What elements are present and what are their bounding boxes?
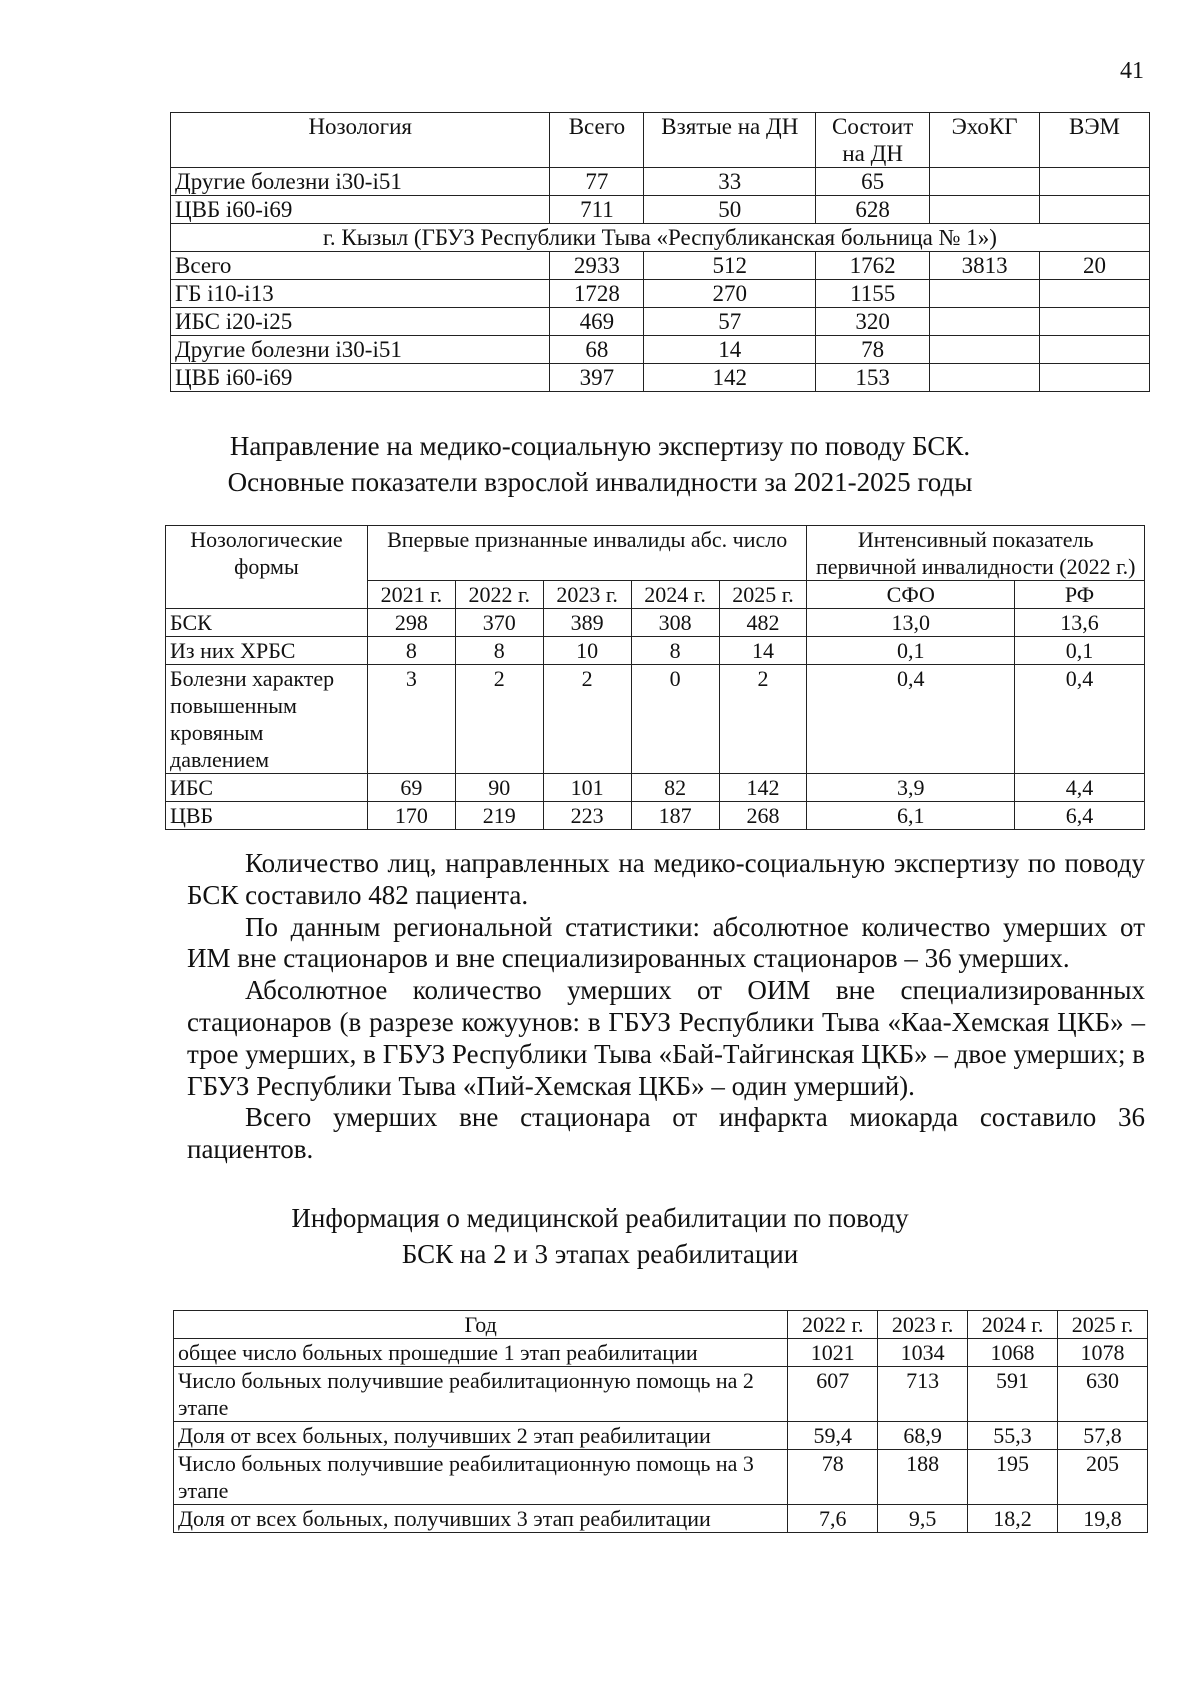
cell-value: 19,8	[1058, 1505, 1148, 1533]
cell-echo	[930, 364, 1040, 392]
cell-value: 59,4	[788, 1422, 878, 1450]
header-taken: Взятые на ДН	[644, 113, 816, 168]
paragraph: Количество лиц, направленных на медико-социальную экспертизу по поводу БСК составило 482 пациента.	[187, 848, 1145, 910]
table-row	[174, 1422, 1148, 1450]
table-row	[166, 774, 1145, 802]
cell-value: 2	[543, 665, 631, 774]
cell-label: Доля от всех больных, получивших 2 этап реабилитации	[174, 1422, 788, 1450]
cell-name: Другие болезни i30-i51	[171, 336, 550, 364]
cell-value: 2	[455, 665, 543, 774]
table-row	[166, 802, 1145, 830]
cell-value: 187	[631, 802, 719, 830]
header-year: 2024 г.	[968, 1311, 1058, 1339]
cell-taken: 50	[644, 196, 816, 224]
table-row	[174, 1367, 1148, 1422]
header-region: РФ	[1015, 581, 1145, 609]
header-total: Всего	[550, 113, 644, 168]
cell-sfo: 13,0	[807, 609, 1015, 637]
header-first-disabled: Впервые признанные инвалиды абс. число	[367, 526, 807, 581]
cell-name: Всего	[171, 252, 550, 280]
cell-value: 308	[631, 609, 719, 637]
cell-value: 18,2	[968, 1505, 1058, 1533]
cell-name: БСК	[166, 609, 368, 637]
cell-name: Болезни характер повышенным кровяным давлением	[166, 665, 368, 774]
cell-echo	[930, 196, 1040, 224]
cell-name: Из них ХРБС	[166, 637, 368, 665]
paragraph: По данным региональной статистики: абсолютное количество умерших от ИМ вне стационаров и вне специализированных стационаров – 36 умерших.	[187, 911, 1145, 974]
cell-value: 142	[719, 774, 807, 802]
cell-name: ЦВБ	[166, 802, 368, 830]
dispensary-table	[170, 112, 1150, 392]
cell-value: 195	[968, 1450, 1058, 1505]
table-header-row	[166, 526, 1145, 581]
cell-taken: 33	[644, 168, 816, 196]
page-number: 41	[1120, 58, 1144, 84]
cell-echo	[930, 336, 1040, 364]
cell-vem	[1040, 280, 1150, 308]
cell-value: 57,8	[1058, 1422, 1148, 1450]
table-header-row	[171, 113, 1150, 168]
cell-total: 469	[550, 308, 644, 336]
table-section-row	[171, 224, 1150, 252]
cell-sfo: 3,9	[807, 774, 1015, 802]
cell-echo	[930, 308, 1040, 336]
header-nosology: Нозология	[171, 113, 550, 168]
heading-line: Основные показатели взрослой инвалидности за 2021-2025 годы	[227, 467, 973, 497]
cell-value: 713	[878, 1367, 968, 1422]
paragraph: Абсолютное количество умерших от ОИМ вне специализированных стационаров (в разрезе кожуунов: в ГБУЗ Республики Тыва «Каа-Хемская ЦКБ» – трое умерших, в ГБУЗ Республики Тыва «Бай-Тайгинская ЦКБ» – двое умерших; в ГБУЗ Республики Тыва «Пий-Хемская ЦКБ» – один умерший).	[187, 975, 1145, 1101]
table-row	[171, 336, 1150, 364]
cell-value: 482	[719, 609, 807, 637]
header-year: 2025 г.	[1058, 1311, 1148, 1339]
cell-value: 205	[1058, 1450, 1148, 1505]
cell-value: 8	[367, 637, 455, 665]
section-title: г. Кызыл (ГБУЗ Республики Тыва «Республиканская больница № 1»)	[171, 224, 1150, 252]
table-row	[171, 280, 1150, 308]
header-year: 2021 г.	[367, 581, 455, 609]
body-text	[187, 848, 1145, 1166]
table-row	[171, 168, 1150, 196]
table-row	[171, 252, 1150, 280]
cell-vem	[1040, 308, 1150, 336]
cell-name: ЦВБ i60-i69	[171, 196, 550, 224]
heading-line: БСК на 2 и 3 этапах реабилитации	[401, 1239, 799, 1269]
cell-value: 591	[968, 1367, 1058, 1422]
cell-value: 14	[719, 637, 807, 665]
cell-vem	[1040, 168, 1150, 196]
table-row	[174, 1339, 1148, 1367]
cell-value: 7,6	[788, 1505, 878, 1533]
cell-taken: 512	[644, 252, 816, 280]
header-year: 2022 г.	[788, 1311, 878, 1339]
cell-echo: 3813	[930, 252, 1040, 280]
cell-name: Другие болезни i30-i51	[171, 168, 550, 196]
cell-rf: 0,4	[1015, 665, 1145, 774]
cell-rf: 0,1	[1015, 637, 1145, 665]
header-year: 2025 г.	[719, 581, 807, 609]
cell-sfo: 0,4	[807, 665, 1015, 774]
cell-consists: 78	[816, 336, 930, 364]
cell-label: Число больных получившие реабилитационную помощь на 3 этапе	[174, 1450, 788, 1505]
table-row	[171, 196, 1150, 224]
cell-total: 1728	[550, 280, 644, 308]
cell-total: 77	[550, 168, 644, 196]
cell-total: 397	[550, 364, 644, 392]
header-year: 2023 г.	[878, 1311, 968, 1339]
cell-taken: 14	[644, 336, 816, 364]
cell-value: 90	[455, 774, 543, 802]
cell-rf: 6,4	[1015, 802, 1145, 830]
cell-value: 298	[367, 609, 455, 637]
cell-value: 607	[788, 1367, 878, 1422]
header-echo: ЭхоКГ	[930, 113, 1040, 168]
cell-sfo: 6,1	[807, 802, 1015, 830]
table-row	[171, 364, 1150, 392]
cell-vem	[1040, 196, 1150, 224]
cell-consists: 65	[816, 168, 930, 196]
cell-vem	[1040, 336, 1150, 364]
cell-name: ГБ i10-i13	[171, 280, 550, 308]
cell-value: 188	[878, 1450, 968, 1505]
cell-taken: 57	[644, 308, 816, 336]
cell-consists: 628	[816, 196, 930, 224]
header-year: 2023 г.	[543, 581, 631, 609]
cell-taken: 142	[644, 364, 816, 392]
cell-value: 2	[719, 665, 807, 774]
table-row	[174, 1450, 1148, 1505]
cell-echo	[930, 168, 1040, 196]
cell-rf: 4,4	[1015, 774, 1145, 802]
table-row	[171, 308, 1150, 336]
cell-echo	[930, 280, 1040, 308]
cell-consists: 1155	[816, 280, 930, 308]
cell-total: 711	[550, 196, 644, 224]
cell-value: 78	[788, 1450, 878, 1505]
cell-value: 219	[455, 802, 543, 830]
cell-sfo: 0,1	[807, 637, 1015, 665]
header-year-label: Год	[174, 1311, 788, 1339]
cell-label: Число больных получившие реабилитационную помощь на 2 этапе	[174, 1367, 788, 1422]
cell-consists: 1762	[816, 252, 930, 280]
cell-value: 55,3	[968, 1422, 1058, 1450]
cell-taken: 270	[644, 280, 816, 308]
heading-line: Направление на медико-социальную экспертизу по поводу БСК.	[229, 431, 971, 461]
cell-rf: 13,6	[1015, 609, 1145, 637]
table-row	[166, 637, 1145, 665]
table-header-row	[174, 1311, 1148, 1339]
cell-vem: 20	[1040, 252, 1150, 280]
cell-value: 1021	[788, 1339, 878, 1367]
cell-value: 69	[367, 774, 455, 802]
cell-name: ИБС i20-i25	[171, 308, 550, 336]
cell-value: 268	[719, 802, 807, 830]
rehabilitation-table	[173, 1310, 1148, 1533]
cell-total: 68	[550, 336, 644, 364]
cell-value: 1068	[968, 1339, 1058, 1367]
disability-table	[165, 525, 1145, 830]
cell-value: 10	[543, 637, 631, 665]
cell-value: 3	[367, 665, 455, 774]
section-heading-disability	[0, 428, 1200, 500]
header-region: СФО	[807, 581, 1015, 609]
cell-consists: 320	[816, 308, 930, 336]
cell-total: 2933	[550, 252, 644, 280]
header-intensive: Интенсивный показатель первичной инвалидности (2022 г.)	[807, 526, 1145, 581]
cell-value: 1078	[1058, 1339, 1148, 1367]
cell-value: 8	[455, 637, 543, 665]
table-row	[166, 665, 1145, 774]
header-year: 2024 г.	[631, 581, 719, 609]
cell-value: 1034	[878, 1339, 968, 1367]
cell-name: ЦВБ i60-i69	[171, 364, 550, 392]
cell-name: ИБС	[166, 774, 368, 802]
cell-value: 101	[543, 774, 631, 802]
cell-vem	[1040, 364, 1150, 392]
header-forms: Нозологические формы	[166, 526, 368, 609]
cell-value: 170	[367, 802, 455, 830]
cell-value: 68,9	[878, 1422, 968, 1450]
table-row	[166, 609, 1145, 637]
cell-value: 8	[631, 637, 719, 665]
header-year: 2022 г.	[455, 581, 543, 609]
cell-value: 630	[1058, 1367, 1148, 1422]
cell-value: 82	[631, 774, 719, 802]
cell-value: 9,5	[878, 1505, 968, 1533]
cell-value: 0	[631, 665, 719, 774]
cell-value: 389	[543, 609, 631, 637]
cell-value: 223	[543, 802, 631, 830]
cell-label: Доля от всех больных, получивших 3 этап реабилитации	[174, 1505, 788, 1533]
header-vem: ВЭМ	[1040, 113, 1150, 168]
header-consists: Состоит на ДН	[816, 113, 930, 168]
table-row	[174, 1505, 1148, 1533]
heading-line: Информация о медицинской реабилитации по поводу	[291, 1203, 909, 1233]
paragraph: Всего умерших вне стационара от инфаркта миокарда составило 36 пациентов.	[187, 1102, 1145, 1165]
cell-label: общее число больных прошедшие 1 этап реабилитации	[174, 1339, 788, 1367]
section-heading-rehabilitation	[0, 1200, 1200, 1272]
cell-value: 370	[455, 609, 543, 637]
cell-consists: 153	[816, 364, 930, 392]
